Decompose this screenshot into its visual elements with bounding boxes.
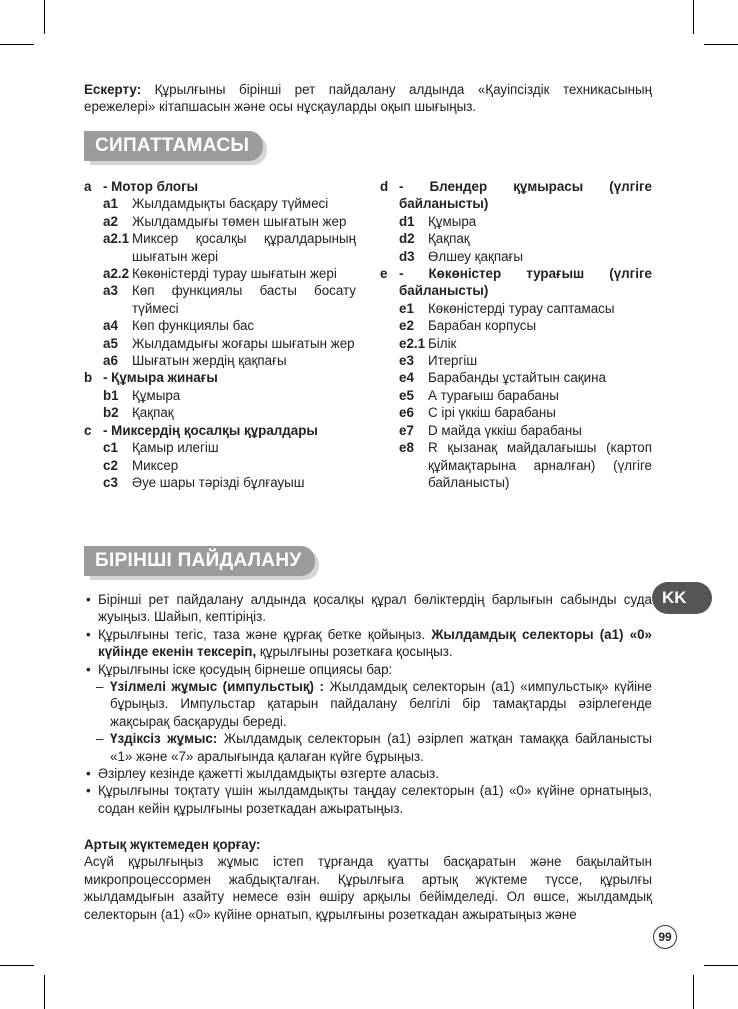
part-code: c3	[103, 474, 118, 490]
warning-paragraph	[84, 81, 652, 116]
list-item	[84, 335, 356, 352]
part-name: Миксер	[132, 457, 179, 473]
part-name: Құмыра	[132, 387, 181, 403]
parts-list-left	[84, 178, 356, 491]
part-code: a2	[103, 213, 118, 229]
part-name: Қақпақ	[132, 405, 174, 421]
section-header	[84, 422, 356, 439]
list-item	[84, 474, 356, 491]
part-code: c1	[103, 440, 118, 456]
crop-mark	[704, 965, 738, 966]
list-item	[380, 387, 652, 404]
part-code: a1	[103, 196, 118, 212]
section-header	[380, 265, 652, 300]
list-item	[380, 352, 652, 369]
part-code: d1	[399, 213, 415, 229]
list-item: – Үзілмелі жұмыс (импульстық) : Жылдамдық селекторын (a1) «импульстық» күйіне бұрыңыз. Импульстар қатарын пайдалану белгілі бір тамақтарды әзірлегенде жақсырақ басқаруды береді.	[96, 679, 653, 729]
part-name: Жылдамдығы жоғары шығатын жер	[132, 335, 355, 351]
list-item	[380, 300, 652, 317]
list-item	[84, 317, 356, 334]
part-name: Итергіш	[428, 353, 478, 369]
part-name: Жылдамдығы төмен шығатын жер	[132, 213, 347, 229]
list-item	[380, 404, 652, 421]
crop-mark	[0, 44, 34, 45]
part-name: Құмыра	[428, 213, 477, 229]
section-header	[84, 369, 356, 386]
part-code: d3	[399, 248, 415, 264]
part-name: Миксер қосалқы құралдарының шығатын жері	[132, 231, 356, 264]
section-label: - Мотор блогы	[103, 179, 199, 194]
part-code: b2	[103, 405, 119, 421]
section-label: - Көкөністер турағыш (үлгіге байланысты)	[399, 266, 652, 299]
list-item: • Бірінші рет пайдалану алдында қосалқы құрал бөліктердің барлығын сабынды суда жуыңыз. Шайып, кептіріңіз.	[86, 592, 652, 625]
language-tab-badge: KK	[652, 582, 712, 614]
list-item	[380, 422, 652, 439]
parts-list-right	[380, 178, 652, 491]
page-number: 99	[653, 925, 677, 949]
section-label: - Құмыра жинағы	[103, 370, 218, 386]
list-item	[84, 404, 356, 421]
list-item	[380, 369, 652, 386]
part-name: Көп функциялы басты босату түймесі	[132, 283, 356, 316]
section-code: a	[84, 179, 92, 194]
part-code: a2.1	[103, 231, 130, 247]
part-name: D майда үккіш барабаны	[428, 422, 582, 438]
first-use-bullet-3: Құрылғыны іске қосудың бірнеше опциясы бар:	[98, 661, 393, 677]
part-code: b1	[103, 387, 119, 403]
section-label: - Миксердің қосалқы құралдары	[103, 422, 318, 438]
crop-mark	[693, 0, 694, 34]
section-header	[84, 178, 356, 195]
overload-title: Артық жүктемеден қорғау:	[84, 837, 261, 852]
part-code: e2.1	[399, 335, 426, 351]
crop-mark	[44, 975, 45, 1009]
part-code: a2.2	[103, 266, 130, 282]
part-code: d2	[399, 231, 415, 247]
list-item	[84, 352, 356, 369]
first-use-list	[86, 591, 652, 817]
part-code: e6	[399, 405, 414, 421]
section-code: c	[84, 422, 92, 438]
section-label: - Блендер құмырасы (үлгіге байланысты)	[399, 179, 652, 212]
first-use-bullet-2-bold: Жылдамдық селекторы (a1) «0» күйінде екенін тексеріп,	[98, 626, 652, 660]
section-code: d	[380, 179, 389, 194]
part-code: e7	[399, 422, 414, 438]
part-code: a5	[103, 335, 118, 351]
list-item	[84, 439, 356, 456]
part-code: a4	[103, 318, 118, 334]
part-name: R қызанақ майдалағышы (картоп құймақтарына арналған) (үлгіге байланысты)	[428, 440, 652, 490]
part-code: e3	[399, 353, 414, 369]
section-code: b	[84, 370, 93, 386]
continuous-mode-text: Жылдамдық селекторын (a1) әзірлеп жатқан тамаққа байланысты «1» және «7» аралығында қалаған күйге бұрыңыз.	[110, 731, 652, 764]
section-header	[380, 178, 652, 213]
part-name: Барабанды ұстайтын сақина	[428, 370, 606, 386]
crop-mark	[0, 965, 34, 966]
part-name: Көп функциялы бас	[132, 318, 255, 334]
continuous-mode-label: Үздіксіз жұмыс:	[110, 731, 218, 747]
part-code: a6	[103, 353, 118, 369]
part-name: Барабан корпусы	[428, 318, 537, 334]
list-item: • Құрылғыны іске қосудың бірнеше опциясы бар:	[86, 661, 652, 678]
list-item	[380, 230, 652, 247]
list-item	[380, 213, 652, 230]
warning-label: Ескерту:	[84, 82, 142, 97]
part-code: e2	[399, 318, 414, 334]
list-item	[84, 230, 356, 265]
crop-mark	[44, 0, 45, 34]
pulse-mode-text: Жылдамдық селекторын (a1) «импульстық» күйіне бұрыңыз. Импульстар қатарын пайдалану белгілі бір тамақтарды әзірлегенде жақсырақ басқаруды береді.	[110, 679, 653, 729]
overload-protection-section	[84, 836, 652, 923]
list-item	[84, 457, 356, 474]
section-code: e	[380, 266, 388, 282]
list-item	[84, 282, 356, 317]
part-code: e5	[399, 387, 414, 403]
part-name: Көкөністерді турау шығатын жері	[132, 266, 337, 282]
first-use-bullet-4: Әзірлеу кезінде қажетті жылдамдықты өзгерте аласыз.	[98, 766, 440, 782]
list-item: • Құрылғыны тегіс, таза және құрғақ бетке қойыңыз. Жылдамдық селекторы (a1) «0» күйінде екенін тексеріп, құрылғыны розеткаға қосыңыз.	[86, 626, 652, 660]
list-item	[380, 335, 652, 352]
list-item: • Әзірлеу кезінде қажетті жылдамдықты өзгерте аласыз.	[86, 765, 652, 782]
part-code: e1	[399, 300, 414, 316]
list-item	[380, 439, 652, 491]
part-name: Білік	[428, 335, 457, 351]
first-use-bullet-1: Бірінші рет пайдалану алдында қосалқы құрал бөліктердің барлығын сабынды суда жуыңыз. Шайып, кептіріңіз.	[98, 592, 652, 625]
overload-text: Асүй құрылғыңыз жұмыс істеп тұрғанда қуатты басқаратын және бақылайтын микропроцессормен жабдықталған. Құрылғыға артық жүктеме түссе, құрылғы жылдамдығын азайту немесе өзін өшіру арқылы бейімделеді. Ол өшсе, жылдамдық селекторын (a1) «0» күйіне орнатып, құрылғыны розеткадан ажыратыңыз және	[84, 854, 652, 922]
first-use-bullet-2-text: Құрылғыны тегіс, таза және құрғақ бетке қойыңыз.	[98, 626, 432, 642]
warning-text: Құрылғыны бірінші рет пайдалану алдында «Қауіпсіздік техникасының ережелері» кітапшасын және осы нұсқауларды оқып шығыңыз.	[84, 82, 652, 115]
first-use-bullet-5: Құрылғыны тоқтату үшін жылдамдықты таңдау селекторын (a1) «0» күйіне орнатыңыз, содан кейін құрылғыны розеткадан ажыратыңыз.	[98, 783, 652, 816]
part-name: Қақпақ	[428, 231, 470, 247]
part-name: Жылдамдықты басқару түймесі	[132, 196, 329, 212]
first-use-heading: БІРІНШІ ПАЙДАЛАНУ	[84, 546, 315, 576]
part-code: e4	[399, 370, 414, 386]
part-name: Шығатын жердің қақпағы	[132, 353, 287, 369]
list-item	[84, 195, 356, 212]
list-item: • Құрылғыны тоқтату үшін жылдамдықты таңдау селекторын (a1) «0» күйіне орнатыңыз, содан кейін құрылғыны розеткадан ажыратыңыз.	[86, 783, 652, 816]
part-name: Қамыр илегіш	[132, 440, 219, 456]
pulse-mode-label: Үзілмелі жұмыс (импульстық) :	[110, 679, 324, 695]
list-item	[84, 387, 356, 404]
crop-mark	[693, 975, 694, 1009]
part-name: Көкөністерді турау саптамасы	[428, 300, 615, 316]
part-code: a3	[103, 283, 118, 299]
part-name: А турағыш барабаны	[428, 387, 559, 403]
description-heading: СИПАТТАМАСЫ	[84, 131, 263, 161]
part-code: e8	[399, 440, 414, 456]
list-item	[380, 248, 652, 265]
list-item	[84, 213, 356, 230]
first-use-bullet-2-end: құрылғыны розеткаға қосыңыз.	[256, 644, 453, 660]
part-name: С ірі үккіш барабаны	[428, 405, 556, 421]
list-item	[84, 265, 356, 282]
part-code: c2	[103, 457, 118, 473]
crop-mark	[704, 44, 738, 45]
list-item	[380, 317, 652, 334]
part-name: Әуе шары тәрізді бұлғауыш	[132, 474, 305, 490]
part-name: Өлшеу қақпағы	[428, 248, 524, 264]
list-item: – Үздіксіз жұмыс: Жылдамдық селекторын (a1) әзірлеп жатқан тамаққа байланысты «1» және «7» аралығында қалаған күйге бұрыңыз.	[96, 731, 652, 764]
